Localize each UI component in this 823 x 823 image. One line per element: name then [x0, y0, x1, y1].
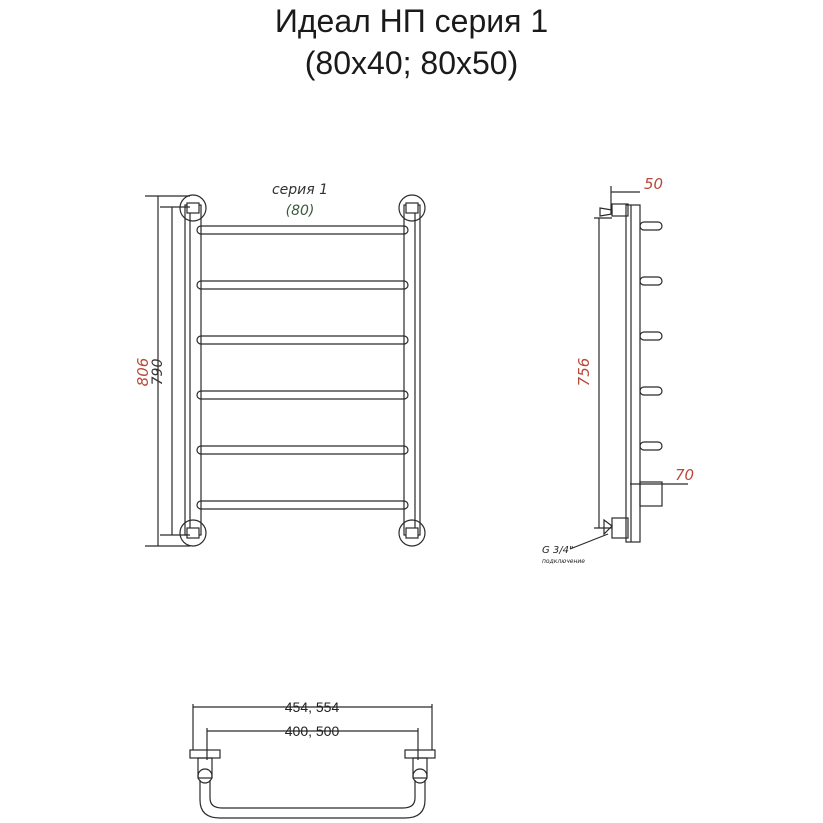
side-rung-5 — [640, 442, 662, 450]
top-right-bracket — [405, 750, 435, 758]
rung-1 — [197, 226, 408, 234]
top-view — [190, 704, 435, 818]
title-line-2: (80x40; 80x50) — [304, 45, 519, 81]
side-rung-2 — [640, 277, 662, 285]
top-left-bracket — [190, 750, 220, 758]
rung-2 — [197, 281, 408, 289]
dim-790: 790 — [150, 358, 166, 386]
right-riser — [404, 205, 420, 535]
rung-5 — [197, 446, 408, 454]
dim-50: 50 — [644, 175, 664, 193]
side-rung-3 — [640, 332, 662, 340]
side-bottom-block — [640, 482, 662, 506]
side-rung-4 — [640, 387, 662, 395]
dim-806: 806 — [134, 357, 152, 387]
rung-4 — [197, 391, 408, 399]
series-label: серия 1 — [271, 182, 329, 198]
left-riser — [185, 205, 201, 535]
dim-454-554: 454, 554 — [284, 699, 340, 715]
bottom-rail — [200, 780, 425, 818]
dim-400-500: 400, 500 — [284, 723, 340, 739]
side-rung-1 — [640, 222, 662, 230]
connection-label: G 3/4" — [542, 545, 574, 556]
connection-sub-label: подключение — [542, 558, 586, 565]
dim-756: 756 — [575, 357, 593, 387]
series-sub-label: (80) — [285, 203, 315, 219]
dim-70: 70 — [675, 466, 695, 484]
rung-3 — [197, 336, 408, 344]
front-view — [145, 195, 425, 546]
title-line-1: Идеал НП серия 1 — [274, 3, 549, 39]
rung-6 — [197, 501, 408, 509]
side-riser — [626, 205, 640, 542]
